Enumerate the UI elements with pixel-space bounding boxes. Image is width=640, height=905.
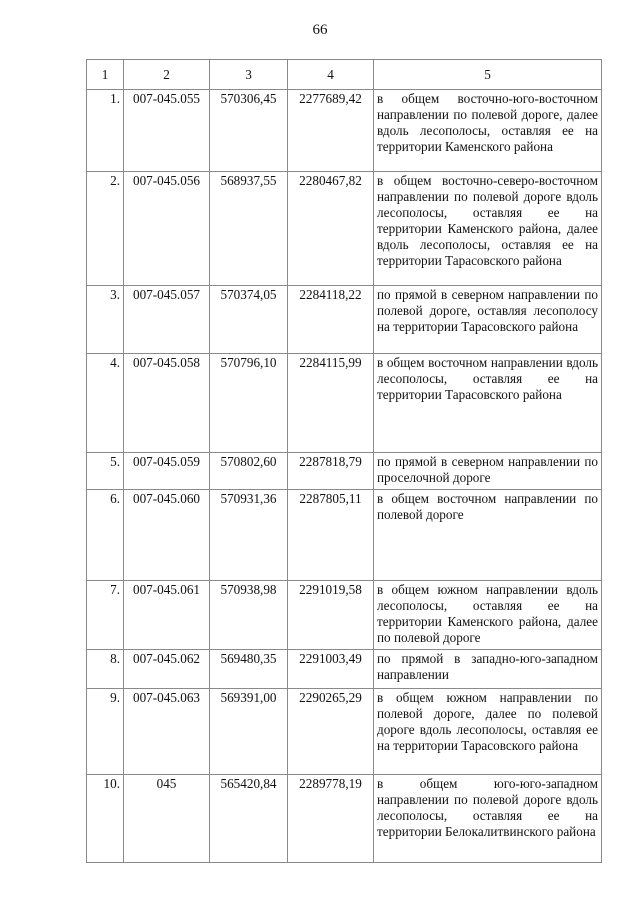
table-row <box>87 490 602 581</box>
coordinate-x: 570796,10 <box>210 354 288 453</box>
table-row <box>87 775 602 863</box>
point-code: 045 <box>124 775 210 863</box>
point-code: 007-045.057 <box>124 286 210 354</box>
table-row <box>87 90 602 172</box>
coordinate-y: 2277689,42 <box>288 90 374 172</box>
coordinate-y: 2280467,82 <box>288 172 374 286</box>
boundary-description: в общем восточном направлении по полевой дороге <box>374 490 602 581</box>
coordinate-x: 569391,00 <box>210 689 288 775</box>
coordinate-y: 2284115,99 <box>288 354 374 453</box>
boundary-description: в общем южном направлении по полевой дороге, далее по полевой дороге вдоль лесополосы, оставляя ее на территории Тарасовского района <box>374 689 602 775</box>
coordinate-x: 570374,05 <box>210 286 288 354</box>
boundary-description: в общем южном направлении вдоль лесополосы, оставляя ее на территории Каменского района, далее по полевой дороге <box>374 581 602 650</box>
coordinate-x: 565420,84 <box>210 775 288 863</box>
point-code: 007-045.056 <box>124 172 210 286</box>
header-row <box>87 60 602 90</box>
boundary-description: по прямой в западно-юго-западном направлении <box>374 650 602 689</box>
table-row <box>87 581 602 650</box>
row-number: 1. <box>87 90 124 172</box>
coordinate-x: 570931,36 <box>210 490 288 581</box>
coordinate-x: 568937,55 <box>210 172 288 286</box>
coordinate-x: 570938,98 <box>210 581 288 650</box>
header-col-1: 1 <box>87 60 124 90</box>
row-number: 8. <box>87 650 124 689</box>
header-col-4: 4 <box>288 60 374 90</box>
coordinate-x: 570306,45 <box>210 90 288 172</box>
point-code: 007-045.061 <box>124 581 210 650</box>
boundary-description: по прямой в северном направлении по проселочной дороге <box>374 453 602 490</box>
point-code: 007-045.058 <box>124 354 210 453</box>
coordinate-x: 569480,35 <box>210 650 288 689</box>
point-code: 007-045.055 <box>124 90 210 172</box>
coordinate-y: 2291019,58 <box>288 581 374 650</box>
boundary-description: в общем юго-юго-западном направлении по полевой дороге вдоль лесополосы, оставляя ее на территории Белокалитвинского района <box>374 775 602 863</box>
header-col-3: 3 <box>210 60 288 90</box>
boundary-description: в общем восточно-северо-восточном направлении по полевой дороге вдоль лесополосы, оставляя ее на территории Каменского района, далее вдоль лесополосы, оставляя ее на территории Тарасовского района <box>374 172 602 286</box>
coordinate-y: 2290265,29 <box>288 689 374 775</box>
row-number: 6. <box>87 490 124 581</box>
coordinate-y: 2284118,22 <box>288 286 374 354</box>
table-row <box>87 650 602 689</box>
coordinate-y: 2289778,19 <box>288 775 374 863</box>
boundary-description: по прямой в северном направлении по полевой дороге, оставляя лесополосу на территории Тарасовского района <box>374 286 602 354</box>
point-code: 007-045.062 <box>124 650 210 689</box>
row-number: 10. <box>87 775 124 863</box>
header-col-5: 5 <box>374 60 602 90</box>
header-col-2: 2 <box>124 60 210 90</box>
page-number: 66 <box>312 22 328 38</box>
table-row <box>87 689 602 775</box>
boundary-description: в общем восточно-юго-восточном направлении по полевой дороге, далее вдоль лесополосы, оставляя ее на территории Каменского района <box>374 90 602 172</box>
table-row <box>87 286 602 354</box>
coordinate-x: 570802,60 <box>210 453 288 490</box>
table-body <box>87 90 602 863</box>
table-header <box>87 60 602 90</box>
row-number: 7. <box>87 581 124 650</box>
table-row <box>87 172 602 286</box>
point-code: 007-045.060 <box>124 490 210 581</box>
row-number: 9. <box>87 689 124 775</box>
boundary-table <box>86 59 602 863</box>
row-number: 2. <box>87 172 124 286</box>
coordinate-y: 2287818,79 <box>288 453 374 490</box>
row-number: 3. <box>87 286 124 354</box>
coordinate-y: 2291003,49 <box>288 650 374 689</box>
table-row <box>87 354 602 453</box>
row-number: 4. <box>87 354 124 453</box>
row-number: 5. <box>87 453 124 490</box>
table-row <box>87 453 602 490</box>
point-code: 007-045.063 <box>124 689 210 775</box>
coordinate-y: 2287805,11 <box>288 490 374 581</box>
point-code: 007-045.059 <box>124 453 210 490</box>
boundary-description: в общем восточном направлении вдоль лесополосы, оставляя ее на территории Тарасовского района <box>374 354 602 453</box>
